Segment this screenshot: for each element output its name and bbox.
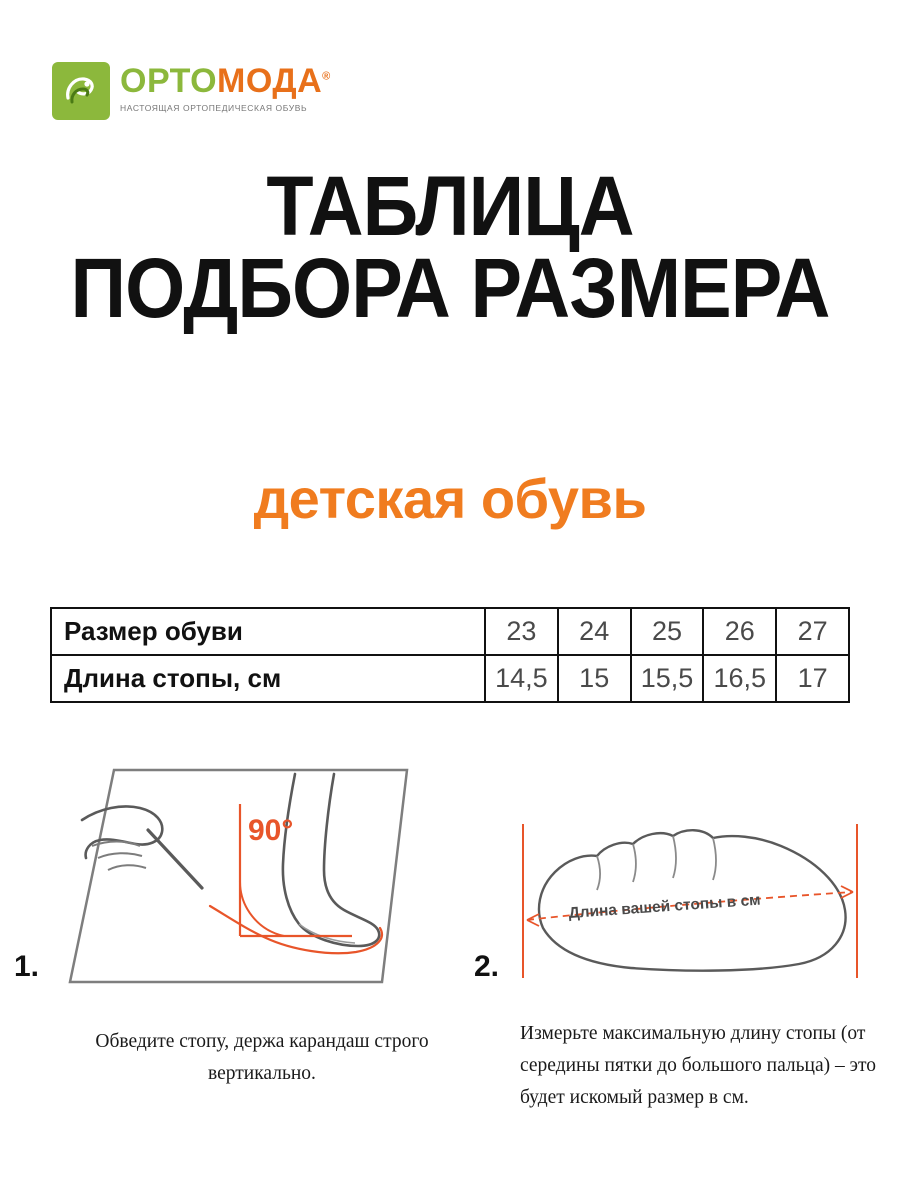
cell-shoe-size-2: 24	[558, 608, 631, 655]
page-title-line2: ПОДБОРА РАЗМЕРА	[70, 241, 830, 336]
cell-shoe-size-5: 27	[776, 608, 849, 655]
step-2-caption: Измерьте максимальную длину стопы (от середины пятки до большого пальца) – это будет искомый размер в см.	[520, 1023, 877, 1109]
registered-mark-icon: ®	[322, 70, 331, 83]
brand-wordmark	[120, 64, 331, 98]
row-label-foot-length: Длина стопы, см	[51, 655, 485, 702]
brand-tagline: НАСТОЯЩАЯ ОРТОПЕДИЧЕСКАЯ ОБУВЬ	[120, 103, 308, 113]
cell-foot-length-5: 17	[776, 655, 849, 702]
foot-tracing-pencil-icon	[52, 760, 442, 1000]
cell-shoe-size-3: 25	[631, 608, 704, 655]
cell-shoe-size-4: 26	[703, 608, 776, 655]
cell-foot-length-3: 15,5	[631, 655, 704, 702]
cell-foot-length-1: 14,5	[485, 655, 558, 702]
step-1-number: 1.	[14, 950, 40, 983]
svg-text:90°: 90°	[248, 814, 294, 847]
size-chart-table	[50, 607, 850, 703]
brand-name-part1: ОРТО	[120, 62, 218, 100]
brand-name-part2: МОДА	[217, 62, 323, 100]
page-subtitle: детская обувь	[253, 467, 647, 530]
page-title-line1: ТАБЛИЦА	[266, 159, 634, 253]
table-row	[51, 608, 849, 655]
cell-foot-length-2: 15	[558, 655, 631, 702]
step-1-caption: Обведите стопу, держа карандаш строго вертикально.	[95, 1031, 429, 1085]
ortomoda-leaf-icon	[52, 62, 110, 120]
cell-shoe-size-1: 23	[485, 608, 558, 655]
cell-foot-length-4: 16,5	[703, 655, 776, 702]
table-row	[51, 655, 849, 702]
step-2-number: 2.	[474, 950, 500, 983]
row-label-shoe-size: Размер обуви	[51, 608, 485, 655]
brand-logo	[52, 62, 331, 120]
measure-label: Длина вашей стопы в см	[568, 891, 762, 922]
page-title	[36, 159, 864, 336]
foot-measure-length-icon	[505, 810, 875, 995]
